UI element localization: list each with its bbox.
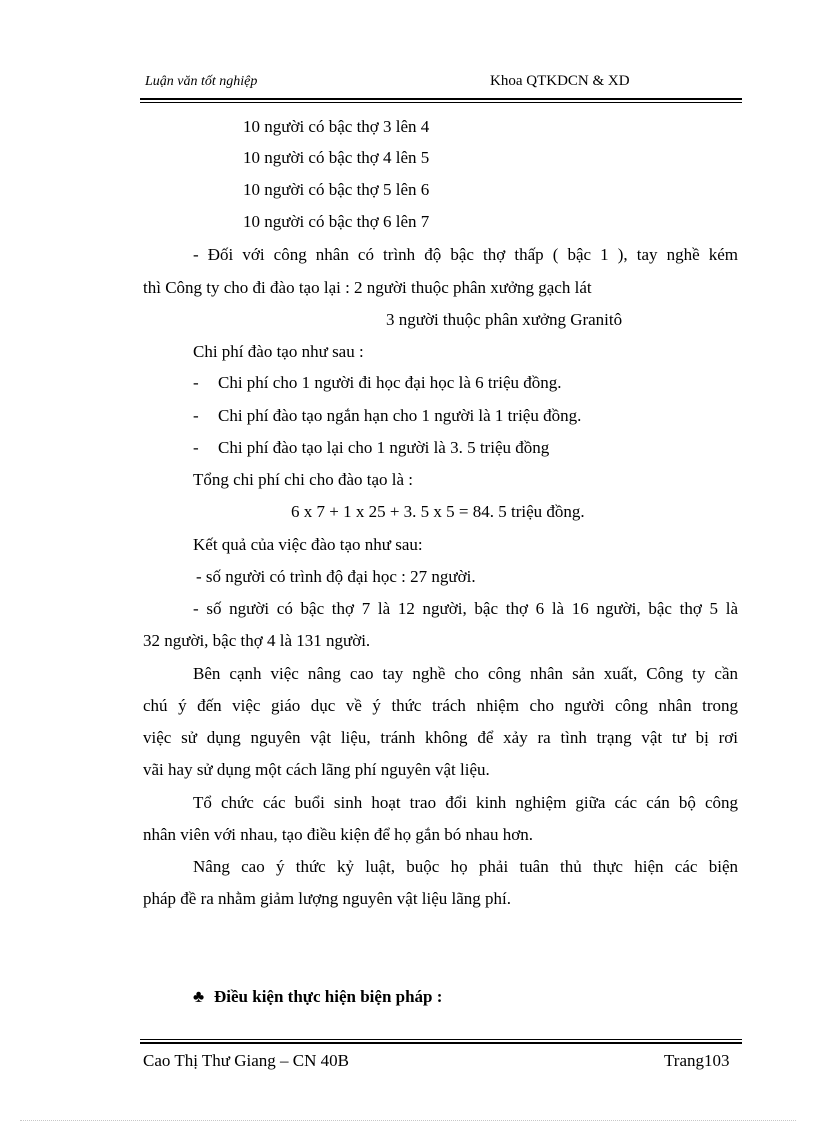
section-label: Tổng chi phí chi cho đào tạo là : bbox=[193, 470, 413, 489]
paragraph-line: Tổ chức các buổi sinh hoạt trao đổi kinh nghiệm giữa các cán bộ công bbox=[193, 793, 738, 812]
paragraph-line: chú ý đến việc giáo dục về ý thức trách nhiệm cho người công nhân trong bbox=[143, 696, 738, 715]
list-item: Chi phí đào tạo lại cho 1 người là 3. 5 triệu đồng bbox=[218, 438, 550, 457]
list-bullet: - bbox=[193, 438, 199, 457]
header-faculty-label: Khoa QTKDCN & XD bbox=[490, 73, 630, 89]
list-item: Chi phí cho 1 người đi học đại học là 6 triệu đồng. bbox=[218, 373, 562, 392]
body-line: 10 người có bậc thợ 5 lên 6 bbox=[243, 180, 430, 199]
club-icon: ♣ bbox=[193, 987, 205, 1006]
paragraph-line: - Đối với công nhân có trình độ bậc thợ thấp ( bậc 1 ), tay nghề kém bbox=[193, 245, 738, 264]
list-bullet: - bbox=[193, 406, 199, 425]
result-line: 32 người, bậc thợ 4 là 131 người. bbox=[143, 631, 371, 650]
paragraph-line: thì Công ty cho đi đào tạo lại : 2 người thuộc phân xưởng gạch lát bbox=[143, 278, 592, 297]
page-number: Trang103 bbox=[664, 1051, 730, 1070]
body-line: 10 người có bậc thợ 4 lên 5 bbox=[243, 148, 430, 167]
header-thesis-label: Luận văn tốt nghiệp bbox=[145, 74, 258, 89]
header-rule-thick bbox=[140, 98, 742, 100]
footer-author: Cao Thị Thư Giang – CN 40B bbox=[143, 1051, 349, 1070]
paragraph-line: nhân viên với nhau, tạo điều kiện để họ gắn bó nhau hơn. bbox=[143, 825, 534, 844]
page-edge-divider bbox=[20, 1120, 796, 1121]
formula-line: 6 x 7 + 1 x 25 + 3. 5 x 5 = 84. 5 triệu đồng. bbox=[291, 502, 585, 521]
paragraph-line: Nâng cao ý thức kỷ luật, buộc họ phải tuân thủ thực hiện các biện bbox=[193, 857, 738, 876]
paragraph-line: Bên cạnh việc nâng cao tay nghề cho công nhân sản xuất, Công ty cần bbox=[193, 664, 738, 683]
body-line: 10 người có bậc thợ 6 lên 7 bbox=[243, 212, 430, 231]
header-rule-thin bbox=[140, 102, 742, 103]
list-bullet: - bbox=[193, 373, 199, 392]
paragraph-line: vãi hay sử dụng một cách lãng phí nguyên vật liệu. bbox=[143, 760, 490, 779]
paragraph-line: pháp đề ra nhằm giảm lượng nguyên vật liệu lãng phí. bbox=[143, 889, 512, 908]
section-label: Kết quả của việc đào tạo như sau: bbox=[193, 535, 423, 554]
section-heading: Điều kiện thực hiện biện pháp : bbox=[214, 987, 443, 1006]
footer-rule-thick bbox=[140, 1042, 742, 1044]
footer-rule-thin bbox=[140, 1039, 742, 1040]
list-item: Chi phí đào tạo ngắn hạn cho 1 người là 1 triệu đồng. bbox=[218, 406, 582, 425]
paragraph-line: việc sử dụng nguyên vật liệu, tránh không để xảy ra tình trạng vật tư bị rơi bbox=[143, 728, 738, 747]
paragraph-line: 3 người thuộc phân xưởng Granitô bbox=[386, 310, 623, 329]
body-line: 10 người có bậc thợ 3 lên 4 bbox=[243, 117, 430, 136]
result-line: - số người có bậc thợ 7 là 12 người, bậc thợ 6 là 16 người, bậc thợ 5 là bbox=[193, 599, 738, 618]
result-line: - số người có trình độ đại học : 27 người. bbox=[196, 567, 476, 586]
section-label: Chi phí đào tạo như sau : bbox=[193, 342, 364, 361]
